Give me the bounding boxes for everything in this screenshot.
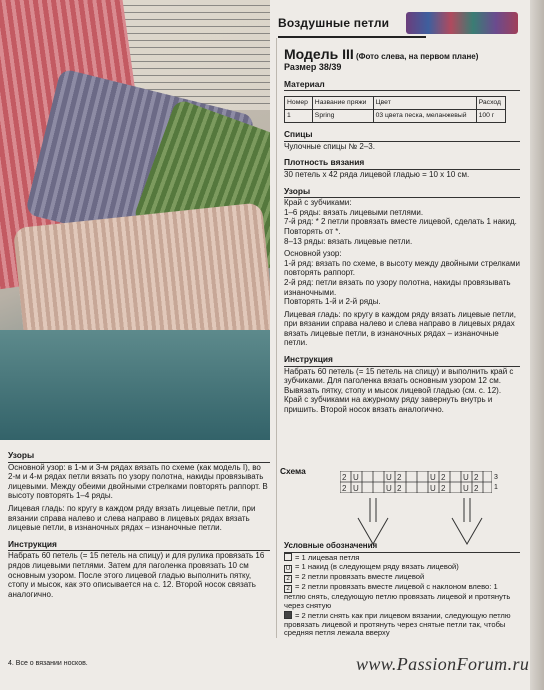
column-divider (276, 38, 277, 638)
header-rule (278, 36, 426, 38)
patterns-heading: Узоры (284, 185, 311, 196)
main-pattern-line: Повторять 1-й и 2-й ряды. (284, 297, 381, 307)
svg-text:U: U (430, 473, 436, 482)
cell-amount: 100 г (476, 110, 505, 123)
legend-heading: Условные обозначения (284, 541, 378, 550)
cell-yarn: Spring (312, 110, 373, 123)
k2tog-symbol: 2 (284, 575, 292, 583)
left-patterns-text: Основной узор: в 1-м и 3-м рядах вязать по схеме (как модель I), во 2-м и 4-м рядах петли вязать по узору полотна, накиды провязывать лицевыми. Между обеими двойными стрелками повторять раппорт. В высоту повторять 1–4 ряды. (8, 462, 268, 501)
row-number: 1 (494, 484, 498, 491)
teal-fabric (0, 330, 270, 440)
knit-stitch-symbol (284, 553, 292, 561)
pattern-line: 1–6 ряды: вязать лицевыми петлями. (284, 207, 424, 217)
svg-text:2: 2 (397, 473, 402, 482)
section-header (278, 12, 528, 44)
row-number: 3 (494, 474, 498, 481)
svg-text:U: U (463, 484, 469, 493)
double-decrease-symbol (284, 611, 292, 619)
chart-row-numbers (494, 473, 498, 493)
col-amount: Расход (476, 97, 505, 110)
pattern-line: 8–13 ряды: вязать лицевые петли. (284, 236, 413, 246)
legend-item: 2 = 2 петли провязать вместе лицевой (284, 573, 520, 583)
stockinette-text: Лицевая гладь: по кругу в каждом ряду вязать лицевые петли, при вязании справа налево и слева направо в лицевых рядах вязать лицевые петли, в изнаночных рядах – изнаночные петли. (284, 309, 516, 348)
table-row (285, 110, 506, 123)
col-number: Номер (285, 97, 313, 110)
main-pattern-line: Основной узор: (284, 249, 342, 259)
pattern-line: 7-й ряд: * 2 петли провязать вместе лицевой, сделать 1 накид. Повторять от *. (284, 217, 517, 236)
material-heading: Материал (284, 78, 325, 89)
svg-text:U: U (386, 484, 392, 493)
left-stockinette-text: Лицевая гладь: по кругу в каждом ряду вязать лицевые петли, при вязании справа налево и слева направо в лицевых рядах вязать лицевые петли, в изнаночных рядах – изнаночные петли. (8, 503, 256, 533)
svg-text:U: U (353, 484, 359, 493)
size-line: Размер 38/39 (284, 62, 342, 72)
svg-text:U: U (430, 484, 436, 493)
svg-text:2: 2 (474, 484, 479, 493)
col-color: Цвет (373, 97, 476, 110)
density-text: 30 петель х 42 ряда лицевой гладью = 10 х 10 см. (284, 169, 470, 179)
socks-photo (0, 0, 270, 440)
left-patterns-heading: Узоры (8, 450, 35, 460)
header-decor-strip (406, 12, 518, 34)
left-column (8, 444, 270, 599)
chart-symbols (342, 473, 479, 493)
svg-text:2: 2 (441, 484, 446, 493)
legend-item: U = 1 накид (в следующем ряду вязать лицевой) (285, 561, 459, 572)
svg-text:2: 2 (441, 473, 446, 482)
pattern-line: Край с зубчиками: (284, 198, 352, 208)
density-heading: Плотность вязания (284, 157, 365, 168)
right-column (284, 46, 520, 415)
legend-item: = 2 петли снять как при лицевом вязании, следующую петлю провязать лицевой и протянуть через снятые петли так, чтобы средняя петля лежала вверху (284, 610, 511, 638)
legend-item: 2 = 2 петли провязать вместе лицевой с наклоном влево: 1 петлю снять, следующую петлю провязать лицевой и протянуть через снятую (284, 581, 511, 610)
legend-item: = 1 лицевая петля (284, 553, 520, 563)
svg-text:2: 2 (397, 484, 402, 493)
section-title: Воздушные петли (278, 16, 390, 30)
main-pattern-line: 1-й ряд: вязать по схеме, в высоту между двойными стрелками повторять раппорт. (284, 258, 520, 278)
col-yarn: Название пряжи (312, 97, 373, 110)
material-table (284, 96, 506, 123)
svg-text:2: 2 (342, 473, 347, 482)
material-rule (284, 90, 520, 91)
left-instruction-text: Набрать 60 петель (= 15 петель на спицу) и для рулика провязать 16 рядов лицевыми петлями. Затем для паголенка провязать 10 см основным узором. После этого лицевой гладью выполнить пятку, стопу и мысок, как это описывается на с. 12. Второй носок связать аналогично. (8, 551, 265, 599)
instruction-text: Набрать 60 петель (= 15 петель на спицу) и выполнить край с зубчиками. Для паголенка вязать основным узором 12 см. Вывязать пятку, стопу и мысок лицевой гладью (см. с. 12). Край с зубчиками на ажурному ряду завернуть внутрь и пришить. Второй носок вязать аналогично. (284, 366, 514, 415)
left-instruction-heading: Инструкция (8, 538, 57, 549)
yarn-over-symbol: U (285, 565, 291, 572)
ssk-symbol: 2 (284, 585, 292, 593)
model-heading (284, 46, 520, 62)
main-pattern-line: 2-й ряд: петли вязать по узору полотна, накиды провязывать изнаночными. (284, 277, 511, 297)
page-footer: 4. Все о вязании носков. (8, 660, 88, 667)
model-subtitle: (Фото слева, на первом плане) (356, 52, 479, 61)
instruction-heading: Инструкция (284, 354, 333, 365)
svg-text:U: U (353, 473, 359, 482)
chart-heading: Схема (280, 466, 306, 476)
cell-color: 03 цвета песка, меланжевый (373, 110, 476, 123)
svg-text:2: 2 (474, 473, 479, 482)
needles-text: Чулочные спицы № 2–3. (284, 141, 375, 151)
model-title: Модель III (284, 46, 354, 62)
stitch-chart (340, 471, 492, 493)
svg-text:2: 2 (342, 484, 347, 493)
material-header-row (285, 97, 506, 110)
svg-text:U: U (386, 473, 392, 482)
svg-text:U: U (463, 473, 469, 482)
page-spine (530, 0, 544, 690)
legend (284, 542, 520, 638)
cell-number: 1 (285, 110, 313, 123)
watermark: www.PassionForum.ru (356, 654, 530, 674)
needles-heading: Спицы (284, 129, 313, 140)
